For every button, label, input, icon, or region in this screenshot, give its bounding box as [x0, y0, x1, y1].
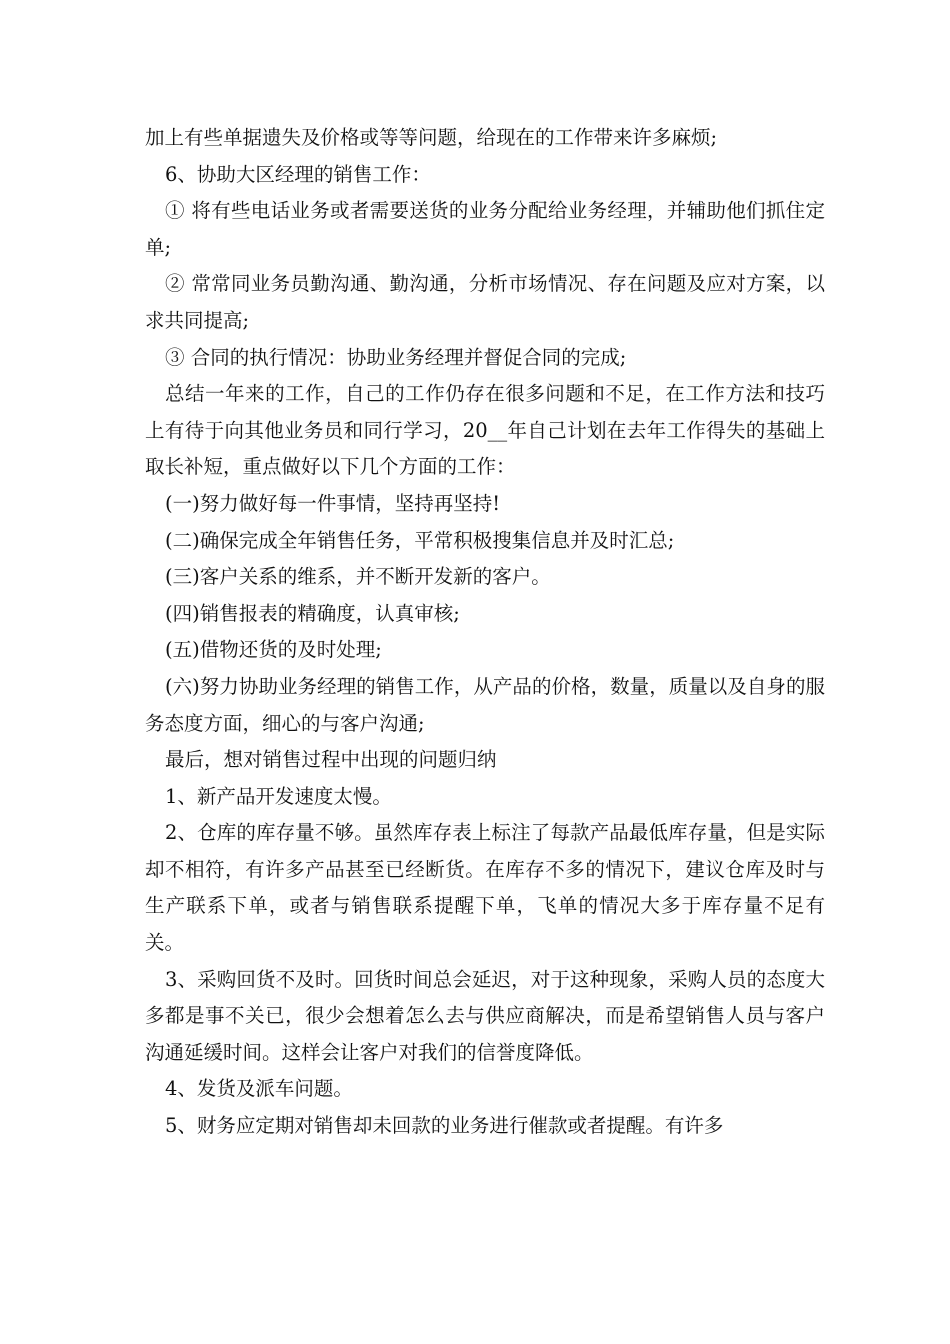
paragraph-conclusion-intro: 最后，想对销售过程中出现的问题归纳	[165, 748, 497, 772]
paragraph-plan-6: (六)努力协助业务经理的销售工作，从产品的价格，数量，质量以及自身的服务态度方面，细心的与客户沟通;	[145, 674, 825, 735]
paragraph-plan-5: (五)借物还货的及时处理;	[165, 638, 382, 662]
paragraph-item-6: 6、协助大区经理的销售工作：	[165, 162, 431, 186]
paragraph-issue-4: 4、发货及派车问题。	[165, 1077, 353, 1101]
paragraph-plan-3: (三)客户关系的维系，并不断开发新的客户。	[165, 565, 551, 589]
paragraph-plan-4: (四)销售报表的精确度，认真审核;	[165, 601, 460, 625]
paragraph-summary: 总结一年来的工作，自己的工作仍存在很多问题和不足，在工作方法和技巧上有待于向其他业务员和同行学习，20__年自己计划在去年工作得失的基础上取长补短，重点做好以下几个方面的工作：	[145, 382, 825, 479]
paragraph-plan-2: (二)确保完成全年销售任务，平常积极搜集信息并及时汇总;	[165, 528, 675, 552]
paragraph-subitem-3: ③ 合同的执行情况：协助业务经理并督促合同的完成;	[165, 345, 627, 369]
document-body	[145, 120, 825, 1145]
paragraph-subitem-1: ① 将有些电话业务或者需要送货的业务分配给业务经理，并辅助他们抓住定单;	[145, 199, 825, 259]
paragraph-issue-3: 3、采购回货不及时。回货时间总会延迟，对于这种现象，采购人员的态度大多都是事不关已，很少会想着怎么去与供应商解决，而是希望销售人员与客户沟通延缓时间。这样会让客户对我们的信誉度降低。	[145, 967, 825, 1064]
paragraph-subitem-2: ② 常常同业务员勤沟通、勤沟通，分析市场情况、存在问题及应对方案，以求共同提高;	[145, 272, 825, 332]
paragraph-issue-1: 1、新产品开发速度太慢。	[165, 784, 392, 808]
paragraph-continuation: 加上有些单据遗失及价格或等等问题，给现在的工作带来许多麻烦;	[145, 126, 718, 149]
paragraph-plan-1: (一)努力做好每一件事情，坚持再坚持!	[165, 491, 501, 515]
paragraph-issue-5: 5、财务应定期对销售却未回款的业务进行催款或者提醒。有许多	[165, 1114, 724, 1138]
paragraph-issue-2: 2、仓库的库存量不够。虽然库存表上标注了每款产品最低库存量，但是实际却不相符，有许多产品甚至已经断货。在库存不多的情况下，建议仓库及时与生产联系下单，或者与销售联系提醒下单，飞单的情况大多于库存量不足有关。	[145, 821, 825, 955]
